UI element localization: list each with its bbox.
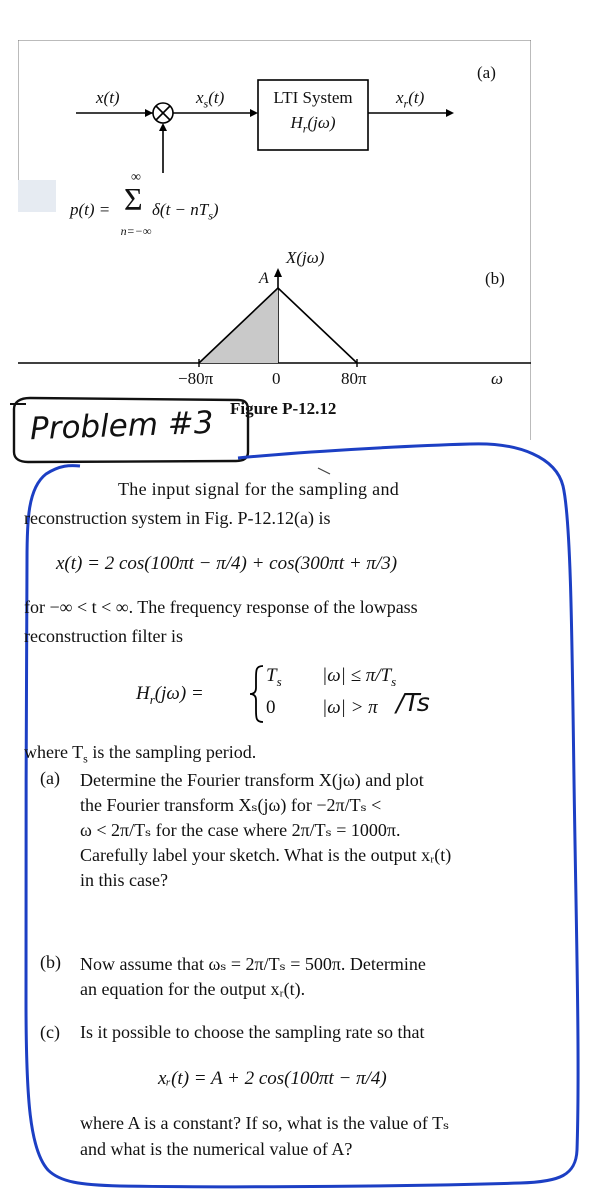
system-title: LTI System	[273, 88, 353, 107]
where-line: where $T_s$ is the sampling period.	[24, 742, 257, 766]
part-a-line: Carefully label your sketch. What is the output xᵣ(t)	[80, 845, 452, 865]
part-c-text: Is it possible to choose the sampling rate so that	[80, 1022, 425, 1042]
part-a-text	[80, 768, 550, 893]
sampled-signal-label: $x_s(t)$	[196, 88, 225, 111]
part-b-text	[80, 952, 550, 1002]
part-a-label: (a)	[40, 768, 60, 788]
case-1-value: $T_s$	[266, 665, 282, 689]
part-a-line: the Fourier transform Xₛ(jω) for −2π/Tₛ <	[80, 795, 382, 815]
input-signal-label: x(t)	[96, 88, 120, 107]
panel-a-label: (a)	[477, 63, 496, 82]
tick-label-zero: 0	[272, 369, 281, 388]
part-b-line: Now assume that ωₛ = 2π/Tₛ = 500π. Determine	[80, 954, 426, 974]
sum-upper-limit: ∞	[131, 170, 141, 185]
case-2-value: 0	[266, 697, 276, 718]
for-line: for −∞ < t < ∞. The frequency response of the lowpass	[24, 597, 418, 617]
tick-label-right: 80π	[341, 369, 367, 388]
handwritten-problem-title: Problem #3	[29, 404, 215, 448]
part-c-closing-line: where A is a constant? If so, what is the value of Tₛ	[80, 1113, 450, 1133]
case-2-condition: |ω| > π	[322, 697, 378, 718]
system-transfer-function: $H_r(j\omega)$	[290, 113, 336, 136]
spectrum-label: X(jω)	[286, 248, 325, 267]
part-a-line: ω < 2π/Tₛ for the case where 2π/Tₛ = 1000π.	[80, 820, 401, 840]
hr-equation-lhs: $H_r(j\omega)$ =	[136, 683, 204, 707]
figure-caption: Figure P-12.12	[230, 399, 337, 418]
part-b-label: (b)	[40, 952, 61, 972]
sum-lower-limit: n=−∞	[120, 224, 152, 238]
pulse-train-term: $\delta(t - nT_s)$	[152, 200, 219, 223]
case-1-condition: $|\omega| \le \pi/T_s$	[322, 665, 397, 689]
filter-line: reconstruction filter is	[24, 626, 183, 646]
part-a-line: Determine the Fourier transform X(jω) and plot	[80, 770, 424, 790]
peak-label: A	[259, 270, 269, 287]
intro-line-1: The input signal for the sampling and	[118, 479, 400, 499]
tick-label-left: −80π	[178, 369, 214, 388]
case-2-handwritten-ts: /Ts	[396, 688, 430, 717]
part-c-label: (c)	[40, 1022, 60, 1042]
intro-line-2: reconstruction system in Fig. P-12.12(a) is	[24, 508, 331, 528]
panel-b-label: (b)	[485, 269, 505, 288]
summation-symbol: Σ	[124, 181, 143, 217]
input-signal-equation: x(t) = 2 cos(100πt − π/4) + cos(300πt + π/3)	[56, 553, 398, 574]
part-c-closing	[80, 1110, 550, 1162]
output-signal-label: $x_r(t)$	[396, 88, 425, 111]
part-c-equation: xᵣ(t) = A + 2 cos(100πt − π/4)	[158, 1068, 387, 1089]
part-b-line: an equation for the output xᵣ(t).	[80, 979, 306, 999]
part-c-closing-line: and what is the numerical value of A?	[80, 1139, 353, 1159]
part-a-line: in this case?	[80, 870, 168, 890]
axis-label-omega: ω	[491, 369, 504, 388]
pulse-train-lhs: p(t) =	[70, 200, 111, 219]
piecewise-brace	[247, 664, 267, 724]
